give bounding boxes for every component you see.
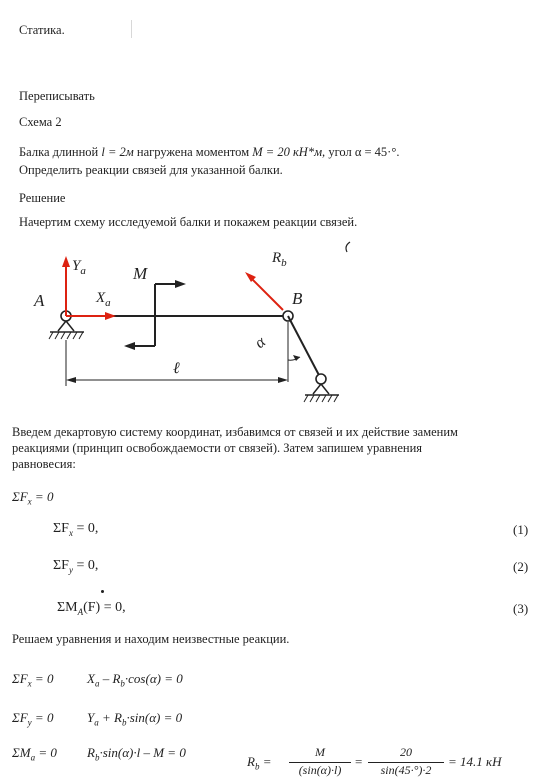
divider bbox=[131, 20, 132, 38]
rb-arrow bbox=[250, 277, 283, 310]
rb-fraction-1-num: M bbox=[315, 745, 325, 759]
label-m: M bbox=[133, 264, 148, 283]
problem-line-2: Определить реакции связей для указанной балки. bbox=[19, 163, 283, 177]
rb-equals: = bbox=[355, 754, 363, 769]
label-rb: $R_b$ bbox=[272, 250, 287, 269]
label-xa: $X_a$ bbox=[96, 290, 111, 309]
vector-dot bbox=[101, 590, 104, 593]
ya-arrowhead bbox=[62, 256, 70, 267]
support-b bbox=[304, 374, 339, 402]
label-ya: $Y_a$ bbox=[72, 258, 86, 277]
rb-fraction-1-den: (sin(α)·l) bbox=[289, 762, 351, 778]
stray-mark bbox=[346, 242, 350, 252]
result-row-3-right: $R_b\cdot\sin(\alpha)\cdot l - M = 0$ bbox=[87, 745, 186, 763]
result-row-2-left: $\Sigma F_y = 0$ bbox=[12, 710, 54, 728]
beam-diagram bbox=[0, 240, 550, 410]
dim-arrow-left bbox=[66, 377, 76, 383]
problem-moment: M = 20 кН*м, bbox=[252, 145, 326, 159]
problem-angle: α = 45·°. bbox=[354, 145, 400, 159]
equation-2-number: (2) bbox=[513, 559, 529, 574]
problem-text-c: угол bbox=[328, 145, 352, 159]
rb-fraction-2-num: 20 bbox=[400, 745, 412, 759]
equation-1-number: (1) bbox=[513, 522, 529, 537]
support-rod bbox=[288, 316, 321, 379]
equation-3: $\Sigma M_A(F) = 0$, bbox=[57, 600, 126, 617]
equation-2: $\Sigma F_y = 0$, bbox=[53, 558, 99, 575]
dim-arrow-right bbox=[278, 377, 288, 383]
equation-3-number: (3) bbox=[513, 601, 529, 616]
solution-heading: Решение bbox=[19, 191, 66, 205]
solution-intro: Начертим схему исследуемой балки и покажем реакции связей. bbox=[19, 215, 358, 229]
problem-line-1 bbox=[19, 145, 399, 160]
rb-fraction-2 bbox=[368, 745, 444, 778]
result-row-3-left: $\Sigma M_a = 0$ bbox=[12, 745, 57, 763]
rb-formula-lhs: $R_b$ = bbox=[247, 754, 272, 772]
copy-label: Переписывать bbox=[19, 89, 95, 103]
problem-length: l = 2м bbox=[101, 145, 134, 159]
equation-1: $\Sigma F_x = 0$, bbox=[53, 521, 99, 538]
problem-text-a: Балка длинной bbox=[19, 145, 99, 159]
xa-arrowhead bbox=[105, 312, 116, 320]
label-l: ℓ bbox=[173, 360, 180, 377]
scheme-label: Схема 2 bbox=[19, 115, 62, 129]
paragraph-line-3: равновесия: bbox=[12, 457, 76, 471]
result-row-1-left: $\Sigma F_x = 0$ bbox=[12, 671, 54, 689]
rb-fraction-2-den: sin(45·°)·2 bbox=[368, 762, 444, 778]
result-row-1-right: $X_a - R_b\cdot\cos(\alpha) = 0$ bbox=[87, 671, 183, 689]
result-row-2-right: $Y_a + R_b\cdot\sin(\alpha) = 0$ bbox=[87, 710, 183, 728]
label-a: A bbox=[34, 291, 45, 310]
sum-fx-header: $\Sigma F_x = 0$ bbox=[12, 489, 54, 507]
label-alpha: α bbox=[251, 333, 269, 352]
rb-fraction-1 bbox=[289, 745, 351, 778]
rb-result: = 14.1 кН bbox=[448, 754, 502, 769]
paragraph-line-2: реакциями (принцип освобождаемости от связей). Затем запишем уравнения bbox=[12, 441, 423, 455]
label-b: B bbox=[292, 289, 303, 308]
problem-text-b: нагружена моментом bbox=[136, 145, 250, 159]
paragraph-line-1: Введем декартовую систему координат, избавимся от связей и их действие заменим bbox=[12, 425, 458, 439]
page-title: Статика. bbox=[19, 23, 65, 37]
solve-intro: Решаем уравнения и находим неизвестные реакции. bbox=[12, 632, 290, 646]
